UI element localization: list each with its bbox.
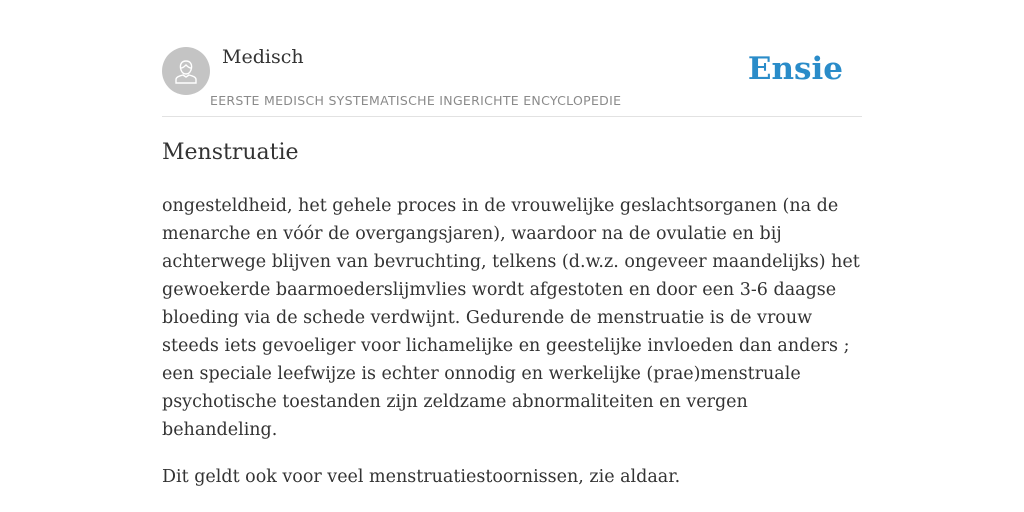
user-silhouette-icon [171,56,201,86]
brand-logo[interactable]: Ensie [747,51,843,87]
article-paragraph: Dit geldt ook voor veel menstruatiestoornissen, zie aldaar. [162,467,681,487]
source-subtitle: EERSTE MEDISCH SYSTEMATISCHE INGERICHTE ENCYCLOPEDIE [210,93,622,108]
page-container [162,0,862,487]
avatar[interactable] [162,47,210,95]
article-paragraph: ongesteldheid, het gehele proces in de vrouwelijke geslachtsorganen (na de menarche en vóór de overgangsjaren), waardoor na de ovulatie en bij achterwege blijven van bevruchting, telkens (d.w.z. ongeveer maandelijks) het gewoekerde baarmoederslijmvlies wordt afgestoten en door een 3-6 daagse bloeding via de schede verdwijnt. Gedurende de menstruatie is de vrouw steeds iets gevoeliger voor lichamelijke en geestelijke invloeden dan anders ; een speciale leefwijze is echter onnodig en werkelijke (prae)menstruale psychotische toestanden zijn zeldzame abnormaliteiten en vergen behandeling. [162,196,860,440]
article-title: Menstruatie [162,140,299,165]
header [162,0,862,117]
article-body [162,192,862,510]
source-name[interactable]: Medisch [222,46,304,68]
